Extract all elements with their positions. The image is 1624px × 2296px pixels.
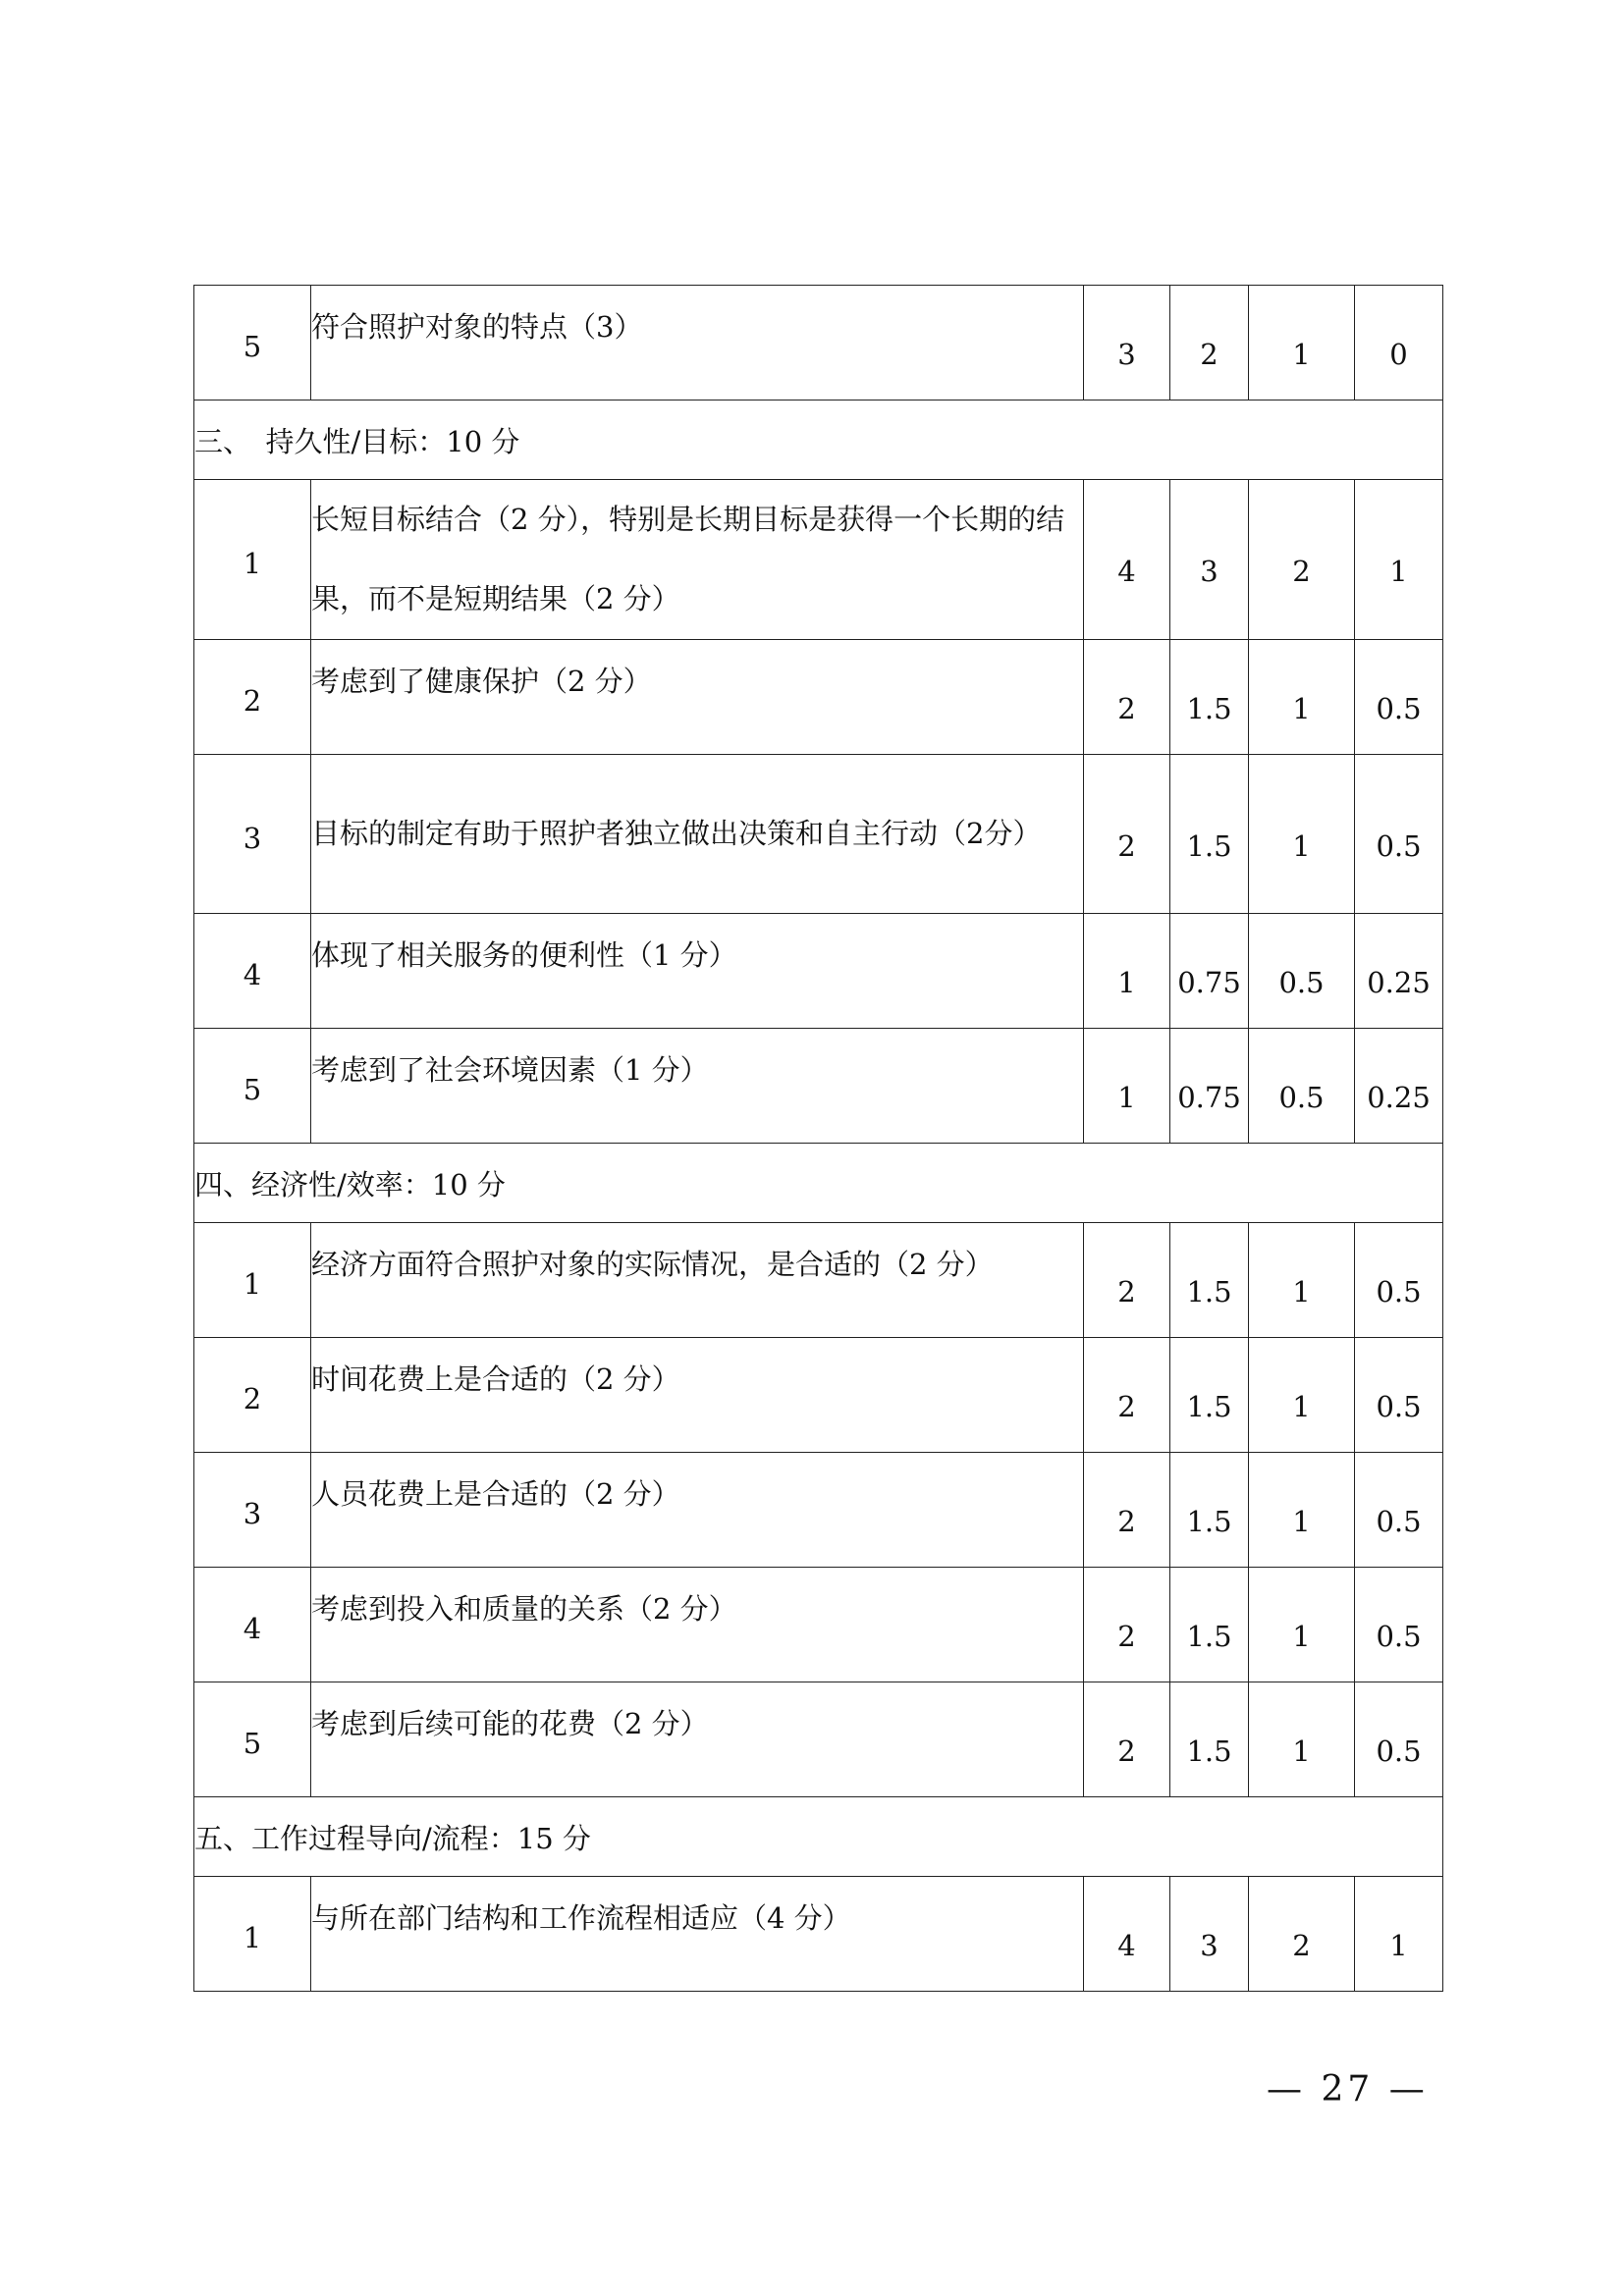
criteria-row bbox=[194, 1223, 1443, 1338]
item-number: 1 bbox=[243, 1921, 262, 1954]
item-number-cell bbox=[194, 480, 311, 640]
criteria-row bbox=[194, 480, 1443, 640]
criteria-row bbox=[194, 1029, 1443, 1144]
score-value: 1 bbox=[1389, 1929, 1408, 1962]
criteria-description-cell bbox=[311, 640, 1084, 755]
criteria-row bbox=[194, 914, 1443, 1029]
score-cell-2 bbox=[1170, 1877, 1249, 1992]
item-number: 5 bbox=[243, 330, 262, 363]
score-cell-2 bbox=[1170, 755, 1249, 914]
scoring-table bbox=[193, 285, 1443, 1992]
item-number: 2 bbox=[243, 1382, 262, 1415]
score-value: 0.5 bbox=[1376, 1505, 1422, 1538]
criteria-row bbox=[194, 1338, 1443, 1453]
score-value: 2 bbox=[1117, 828, 1136, 863]
score-cell-2 bbox=[1170, 1568, 1249, 1682]
score-cell-1 bbox=[1084, 1453, 1170, 1568]
criteria-row bbox=[194, 1877, 1443, 1992]
criteria-description: 目标的制定有助于照护者独立做出决策和自主行动（2分） bbox=[311, 817, 1042, 850]
item-number-cell bbox=[194, 1568, 311, 1682]
score-value: 1 bbox=[1389, 555, 1408, 588]
criteria-description: 符合照护对象的特点（3） bbox=[311, 309, 643, 344]
item-number-cell bbox=[194, 1223, 311, 1338]
score-value: 1 bbox=[1292, 1275, 1311, 1308]
item-number-cell bbox=[194, 1682, 311, 1797]
criteria-description: 考虑到后续可能的花费（2 分） bbox=[311, 1706, 709, 1740]
item-number-cell bbox=[194, 914, 311, 1029]
score-cell-4 bbox=[1355, 286, 1443, 400]
score-value: 2 bbox=[1117, 1620, 1136, 1653]
criteria-row bbox=[194, 1568, 1443, 1682]
score-cell-2 bbox=[1170, 1029, 1249, 1144]
score-value: 1 bbox=[1117, 966, 1136, 999]
section-title: 三、 持久性/目标：10 分 bbox=[194, 400, 1443, 480]
score-value: 2 bbox=[1117, 1275, 1136, 1308]
criteria-description-cell bbox=[311, 286, 1084, 400]
score-cell-2 bbox=[1170, 1682, 1249, 1797]
score-value: 2 bbox=[1117, 1735, 1136, 1768]
score-cell-3 bbox=[1249, 1877, 1355, 1992]
score-value: 0.25 bbox=[1367, 966, 1431, 999]
score-value: 0.5 bbox=[1278, 1081, 1325, 1114]
section-header-row bbox=[194, 1797, 1443, 1877]
section-title: 四、经济性/效率：10 分 bbox=[194, 1144, 1443, 1223]
score-cell-3 bbox=[1249, 755, 1355, 914]
score-cell-1 bbox=[1084, 286, 1170, 400]
score-cell-1 bbox=[1084, 914, 1170, 1029]
score-cell-3 bbox=[1249, 640, 1355, 755]
item-number-cell bbox=[194, 1029, 311, 1144]
score-value: 0.75 bbox=[1177, 966, 1241, 999]
criteria-description: 经济方面符合照护对象的实际情况，是合适的（2 分） bbox=[311, 1247, 994, 1281]
score-cell-4 bbox=[1355, 1682, 1443, 1797]
score-value: 1 bbox=[1292, 1390, 1311, 1423]
score-cell-4 bbox=[1355, 1568, 1443, 1682]
score-cell-3 bbox=[1249, 1029, 1355, 1144]
criteria-description: 考虑到投入和质量的关系（2 分） bbox=[311, 1591, 737, 1626]
item-number-cell bbox=[194, 1338, 311, 1453]
criteria-description-cell bbox=[311, 1568, 1084, 1682]
score-cell-3 bbox=[1249, 1453, 1355, 1568]
score-value: 2 bbox=[1117, 1390, 1136, 1423]
score-cell-4 bbox=[1355, 640, 1443, 755]
score-cell-2 bbox=[1170, 286, 1249, 400]
score-cell-3 bbox=[1249, 1682, 1355, 1797]
score-cell-4 bbox=[1355, 480, 1443, 640]
score-value: 0.5 bbox=[1376, 1390, 1422, 1423]
item-number-cell bbox=[194, 755, 311, 914]
criteria-description: 考虑到了社会环境因素（1 分） bbox=[311, 1052, 709, 1087]
score-value: 0.5 bbox=[1278, 966, 1325, 999]
score-value: 2 bbox=[1117, 692, 1136, 725]
criteria-description-cell bbox=[311, 1877, 1084, 1992]
score-cell-3 bbox=[1249, 480, 1355, 640]
score-cell-4 bbox=[1355, 1877, 1443, 1992]
score-value: 1.5 bbox=[1186, 1275, 1232, 1308]
score-value: 1.5 bbox=[1186, 828, 1232, 863]
score-cell-1 bbox=[1084, 1682, 1170, 1797]
score-value: 1 bbox=[1292, 338, 1311, 371]
criteria-row bbox=[194, 1453, 1443, 1568]
score-cell-2 bbox=[1170, 480, 1249, 640]
score-value: 0.25 bbox=[1367, 1081, 1431, 1114]
score-cell-4 bbox=[1355, 1029, 1443, 1144]
score-cell-3 bbox=[1249, 1223, 1355, 1338]
score-value: 0.75 bbox=[1177, 1081, 1241, 1114]
criteria-description: 长短目标结合（2 分），特别是长期目标是获得一个长期的结果，而不是短期结果（2 分） bbox=[311, 503, 1065, 615]
criteria-description-cell bbox=[311, 755, 1084, 914]
score-value: 1.5 bbox=[1186, 1505, 1232, 1538]
score-value: 1.5 bbox=[1186, 1390, 1232, 1423]
score-cell-4 bbox=[1355, 1338, 1443, 1453]
score-cell-1 bbox=[1084, 640, 1170, 755]
item-number: 3 bbox=[243, 1497, 262, 1530]
score-value: 0.5 bbox=[1376, 828, 1422, 863]
score-cell-1 bbox=[1084, 1338, 1170, 1453]
score-value: 1 bbox=[1292, 1620, 1311, 1653]
item-number: 1 bbox=[243, 1267, 262, 1301]
score-value: 4 bbox=[1117, 555, 1136, 588]
score-value: 1 bbox=[1292, 828, 1311, 863]
section-header-row bbox=[194, 400, 1443, 480]
score-cell-1 bbox=[1084, 1568, 1170, 1682]
criteria-description-cell bbox=[311, 1223, 1084, 1338]
score-value: 0.5 bbox=[1376, 692, 1422, 725]
item-number: 4 bbox=[243, 1612, 262, 1645]
criteria-description-cell bbox=[311, 1453, 1084, 1568]
score-cell-4 bbox=[1355, 1223, 1443, 1338]
score-value: 1.5 bbox=[1186, 692, 1232, 725]
score-cell-3 bbox=[1249, 1568, 1355, 1682]
criteria-description-cell bbox=[311, 1338, 1084, 1453]
item-number-cell bbox=[194, 286, 311, 400]
criteria-description: 体现了相关服务的便利性（1 分） bbox=[311, 937, 737, 972]
criteria-row bbox=[194, 286, 1443, 400]
score-cell-2 bbox=[1170, 1338, 1249, 1453]
score-value: 1 bbox=[1292, 1735, 1311, 1768]
item-number: 5 bbox=[243, 1073, 262, 1106]
score-value: 0.5 bbox=[1376, 1620, 1422, 1653]
score-cell-1 bbox=[1084, 1877, 1170, 1992]
item-number-cell bbox=[194, 1453, 311, 1568]
criteria-row bbox=[194, 755, 1443, 914]
item-number: 1 bbox=[243, 547, 262, 580]
score-cell-4 bbox=[1355, 1453, 1443, 1568]
score-value: 1 bbox=[1292, 692, 1311, 725]
criteria-description: 时间花费上是合适的（2 分） bbox=[311, 1362, 680, 1396]
score-cell-2 bbox=[1170, 1453, 1249, 1568]
item-number: 4 bbox=[243, 958, 262, 991]
scoring-table-body bbox=[194, 286, 1443, 1992]
score-cell-1 bbox=[1084, 1223, 1170, 1338]
score-value: 2 bbox=[1200, 338, 1218, 371]
score-cell-2 bbox=[1170, 914, 1249, 1029]
criteria-description-cell bbox=[311, 1682, 1084, 1797]
item-number: 2 bbox=[243, 684, 262, 718]
score-value: 1 bbox=[1292, 1505, 1311, 1538]
score-cell-4 bbox=[1355, 914, 1443, 1029]
page-number: — 27 — bbox=[1267, 2069, 1429, 2109]
criteria-description: 人员花费上是合适的（2 分） bbox=[311, 1476, 680, 1511]
criteria-row bbox=[194, 640, 1443, 755]
criteria-row bbox=[194, 1682, 1443, 1797]
score-cell-1 bbox=[1084, 755, 1170, 914]
score-cell-4 bbox=[1355, 755, 1443, 914]
score-cell-2 bbox=[1170, 1223, 1249, 1338]
score-cell-3 bbox=[1249, 1338, 1355, 1453]
score-value: 2 bbox=[1117, 1505, 1136, 1538]
score-value: 3 bbox=[1117, 338, 1136, 371]
score-value: 3 bbox=[1200, 555, 1218, 588]
score-value: 0.5 bbox=[1376, 1735, 1422, 1768]
criteria-description-cell bbox=[311, 1029, 1084, 1144]
score-value: 0.5 bbox=[1376, 1275, 1422, 1308]
item-number-cell bbox=[194, 1877, 311, 1992]
score-value: 0 bbox=[1389, 338, 1408, 371]
score-value: 1 bbox=[1117, 1081, 1136, 1114]
criteria-description: 考虑到了健康保护（2 分） bbox=[311, 664, 652, 698]
criteria-description: 与所在部门结构和工作流程相适应（4 分） bbox=[311, 1900, 851, 1935]
criteria-description-cell bbox=[311, 480, 1084, 640]
score-value: 4 bbox=[1117, 1929, 1136, 1962]
score-value: 2 bbox=[1292, 555, 1311, 588]
item-number: 3 bbox=[243, 821, 262, 855]
score-cell-3 bbox=[1249, 914, 1355, 1029]
score-value: 2 bbox=[1292, 1929, 1311, 1962]
score-cell-1 bbox=[1084, 480, 1170, 640]
criteria-description-cell bbox=[311, 914, 1084, 1029]
section-header-row bbox=[194, 1144, 1443, 1223]
item-number-cell bbox=[194, 640, 311, 755]
score-cell-1 bbox=[1084, 1029, 1170, 1144]
score-value: 3 bbox=[1200, 1929, 1218, 1962]
score-value: 1.5 bbox=[1186, 1620, 1232, 1653]
score-cell-2 bbox=[1170, 640, 1249, 755]
score-cell-3 bbox=[1249, 286, 1355, 400]
score-value: 1.5 bbox=[1186, 1735, 1232, 1768]
item-number: 5 bbox=[243, 1727, 262, 1760]
section-title: 五、工作过程导向/流程：15 分 bbox=[194, 1797, 1443, 1877]
